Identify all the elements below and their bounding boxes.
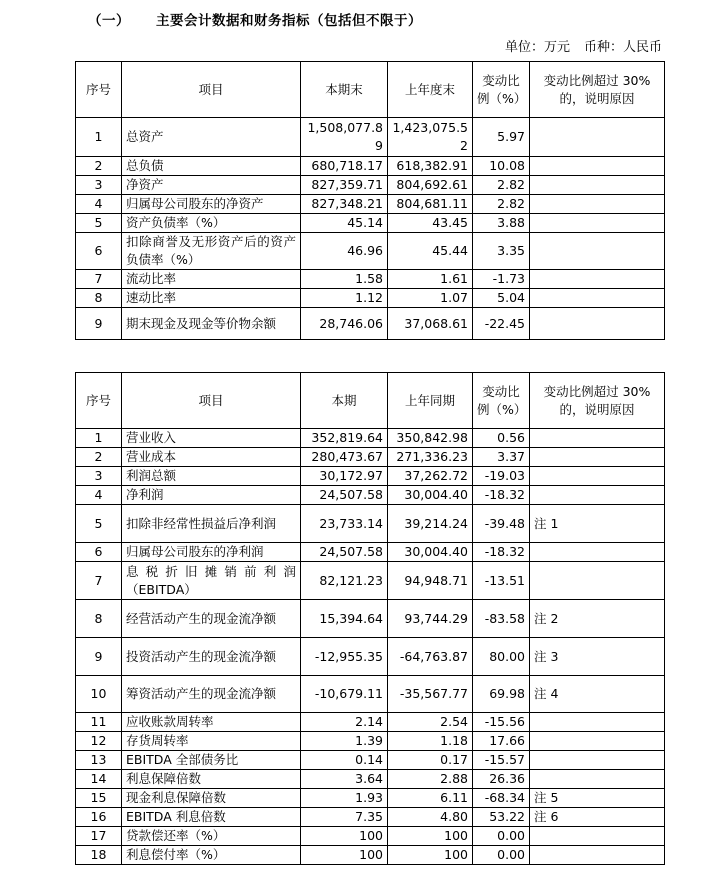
cell-change: -15.56: [473, 713, 530, 732]
cell-reason: 注 5: [530, 789, 665, 808]
cell-reason: [530, 846, 665, 865]
cell-previous: 804,681.11: [388, 195, 473, 214]
cell-change: -39.48: [473, 505, 530, 543]
cell-change: -1.73: [473, 270, 530, 289]
header-previous: 上年同期: [388, 373, 473, 429]
table-row: [76, 600, 665, 638]
cell-seq: 1: [76, 429, 122, 448]
cell-item: EBITDA 全部债务比: [122, 751, 301, 770]
cell-change: -22.45: [473, 308, 530, 340]
currency-label: 币种：人民币: [583, 40, 662, 55]
table-row: [76, 638, 665, 676]
cell-current: 1.58: [301, 270, 388, 289]
cell-seq: 5: [76, 214, 122, 233]
cell-seq: 1: [76, 118, 122, 157]
cell-current: 82,121.23: [301, 562, 388, 600]
cell-previous: 804,692.61: [388, 176, 473, 195]
cell-reason: [530, 308, 665, 340]
cell-change: 80.00: [473, 638, 530, 676]
cell-previous: 1.61: [388, 270, 473, 289]
cell-change: -18.32: [473, 486, 530, 505]
cell-change: -18.32: [473, 543, 530, 562]
cell-previous: 350,842.98: [388, 429, 473, 448]
table-row: [76, 751, 665, 770]
cell-item: 营业收入: [122, 429, 301, 448]
cell-seq: 16: [76, 808, 122, 827]
cell-reason: [530, 486, 665, 505]
cell-previous: 30,004.40: [388, 543, 473, 562]
table-row: [76, 448, 665, 467]
cell-current: -12,955.35: [301, 638, 388, 676]
cell-change: 17.66: [473, 732, 530, 751]
cell-change: 26.36: [473, 770, 530, 789]
cell-reason: [530, 289, 665, 308]
table-row: [76, 562, 665, 600]
header-item: 项目: [122, 373, 301, 429]
cell-reason: 注 6: [530, 808, 665, 827]
cell-previous: -35,567.77: [388, 676, 473, 713]
table-row: [76, 713, 665, 732]
cell-previous: 1.07: [388, 289, 473, 308]
header-current: 本期末: [301, 62, 388, 118]
cell-change: 0.56: [473, 429, 530, 448]
cell-seq: 4: [76, 486, 122, 505]
cell-change: 69.98: [473, 676, 530, 713]
income-indicators-table: [75, 372, 665, 865]
cell-item: 现金利息保障倍数: [122, 789, 301, 808]
cell-previous: -64,763.87: [388, 638, 473, 676]
table-row: [76, 676, 665, 713]
cell-item: EBITDA 利息倍数: [122, 808, 301, 827]
cell-item: 资产负债率（%）: [122, 214, 301, 233]
cell-current: 7.35: [301, 808, 388, 827]
cell-change: 0.00: [473, 827, 530, 846]
cell-current: 46.96: [301, 233, 388, 270]
cell-current: 23,733.14: [301, 505, 388, 543]
cell-change: 3.35: [473, 233, 530, 270]
cell-seq: 9: [76, 308, 122, 340]
cell-reason: [530, 751, 665, 770]
cell-current: 0.14: [301, 751, 388, 770]
cell-seq: 5: [76, 505, 122, 543]
cell-change: 0.00: [473, 846, 530, 865]
cell-seq: 2: [76, 448, 122, 467]
cell-reason: [530, 827, 665, 846]
cell-change: 10.08: [473, 157, 530, 176]
cell-change: -68.34: [473, 789, 530, 808]
header-reason: 变动比例超过 30%的，说明原因: [530, 62, 665, 118]
cell-item: 总负债: [122, 157, 301, 176]
header-reason: 变动比例超过 30%的，说明原因: [530, 373, 665, 429]
cell-change: 53.22: [473, 808, 530, 827]
cell-previous: 0.17: [388, 751, 473, 770]
cell-previous: 45.44: [388, 233, 473, 270]
cell-previous: 2.88: [388, 770, 473, 789]
cell-current: 24,507.58: [301, 486, 388, 505]
cell-item: 利息保障倍数: [122, 770, 301, 789]
cell-reason: [530, 429, 665, 448]
cell-seq: 7: [76, 270, 122, 289]
cell-item: 存货周转率: [122, 732, 301, 751]
cell-change: -13.51: [473, 562, 530, 600]
table-row: [76, 195, 665, 214]
cell-previous: 4.80: [388, 808, 473, 827]
cell-reason: 注 2: [530, 600, 665, 638]
header-previous: 上年度末: [388, 62, 473, 118]
cell-seq: 15: [76, 789, 122, 808]
cell-current: 30,172.97: [301, 467, 388, 486]
cell-previous: 100: [388, 827, 473, 846]
cell-seq: 7: [76, 562, 122, 600]
table-row: [76, 827, 665, 846]
cell-item: 归属母公司股东的净利润: [122, 543, 301, 562]
cell-reason: [530, 732, 665, 751]
cell-current: 100: [301, 846, 388, 865]
header-change: 变动比例（%）: [473, 62, 530, 118]
cell-reason: [530, 157, 665, 176]
cell-current: 24,507.58: [301, 543, 388, 562]
cell-seq: 6: [76, 543, 122, 562]
header-seq: 序号: [76, 373, 122, 429]
cell-seq: 6: [76, 233, 122, 270]
cell-reason: [530, 448, 665, 467]
cell-seq: 3: [76, 467, 122, 486]
table-row: [76, 467, 665, 486]
table-row: [76, 214, 665, 233]
table-row: [76, 846, 665, 865]
cell-reason: [530, 270, 665, 289]
cell-previous: 100: [388, 846, 473, 865]
cell-current: 3.64: [301, 770, 388, 789]
cell-previous: 39,214.24: [388, 505, 473, 543]
cell-item: 营业成本: [122, 448, 301, 467]
table-row: [76, 270, 665, 289]
cell-current: 1.39: [301, 732, 388, 751]
cell-reason: [530, 562, 665, 600]
cell-item: 应收账款周转率: [122, 713, 301, 732]
cell-reason: [530, 176, 665, 195]
cell-previous: 618,382.91: [388, 157, 473, 176]
table-row: [76, 808, 665, 827]
cell-previous: 1.18: [388, 732, 473, 751]
cell-current: 280,473.67: [301, 448, 388, 467]
cell-previous: 37,068.61: [388, 308, 473, 340]
section-number: （一）: [88, 13, 130, 29]
section-title: [88, 9, 422, 29]
cell-previous: 94,948.71: [388, 562, 473, 600]
table-header-row: [76, 373, 665, 429]
cell-current: 827,359.71: [301, 176, 388, 195]
cell-previous: 43.45: [388, 214, 473, 233]
cell-change: -83.58: [473, 600, 530, 638]
balance-indicators-table: [75, 61, 665, 340]
cell-seq: 14: [76, 770, 122, 789]
table-row: [76, 770, 665, 789]
cell-reason: [530, 770, 665, 789]
cell-current: 680,718.17: [301, 157, 388, 176]
table-row: [76, 118, 665, 157]
cell-change: 5.97: [473, 118, 530, 157]
table-row: [76, 157, 665, 176]
cell-change: 5.04: [473, 289, 530, 308]
cell-reason: 注 1: [530, 505, 665, 543]
cell-change: 3.37: [473, 448, 530, 467]
section-heading: 主要会计数据和财务指标（包括但不限于）: [156, 13, 422, 29]
table-row: [76, 176, 665, 195]
cell-item: 投资活动产生的现金流净额: [122, 638, 301, 676]
cell-current: 1,508,077.89: [301, 118, 388, 157]
cell-previous: 30,004.40: [388, 486, 473, 505]
cell-seq: 3: [76, 176, 122, 195]
cell-item: 净利润: [122, 486, 301, 505]
cell-change: 3.88: [473, 214, 530, 233]
cell-seq: 13: [76, 751, 122, 770]
cell-seq: 11: [76, 713, 122, 732]
cell-item: 总资产: [122, 118, 301, 157]
cell-item: 归属母公司股东的净资产: [122, 195, 301, 214]
cell-seq: 18: [76, 846, 122, 865]
cell-item: 贷款偿还率（%）: [122, 827, 301, 846]
cell-change: 2.82: [473, 195, 530, 214]
cell-seq: 8: [76, 289, 122, 308]
table-row: [76, 543, 665, 562]
table-row: [76, 789, 665, 808]
cell-change: 2.82: [473, 176, 530, 195]
cell-item: 息税折旧摊销前利润（EBITDA）: [122, 562, 301, 600]
table-header-row: [76, 62, 665, 118]
cell-reason: [530, 543, 665, 562]
cell-current: 100: [301, 827, 388, 846]
cell-reason: [530, 233, 665, 270]
cell-change: -19.03: [473, 467, 530, 486]
cell-item: 筹资活动产生的现金流净额: [122, 676, 301, 713]
header-item: 项目: [122, 62, 301, 118]
cell-item: 期末现金及现金等价物余额: [122, 308, 301, 340]
table-row: [76, 505, 665, 543]
header-current: 本期: [301, 373, 388, 429]
cell-current: -10,679.11: [301, 676, 388, 713]
cell-reason: [530, 713, 665, 732]
cell-item: 速动比率: [122, 289, 301, 308]
cell-seq: 9: [76, 638, 122, 676]
header-seq: 序号: [76, 62, 122, 118]
cell-item: 利润总额: [122, 467, 301, 486]
cell-reason: 注 3: [530, 638, 665, 676]
table-row: [76, 732, 665, 751]
cell-current: 1.93: [301, 789, 388, 808]
cell-item: 扣除商誉及无形资产后的资产负债率（%）: [122, 233, 301, 270]
table-row: [76, 233, 665, 270]
cell-change: -15.57: [473, 751, 530, 770]
cell-current: 827,348.21: [301, 195, 388, 214]
cell-previous: 37,262.72: [388, 467, 473, 486]
table-row: [76, 308, 665, 340]
cell-item: 扣除非经常性损益后净利润: [122, 505, 301, 543]
cell-seq: 4: [76, 195, 122, 214]
unit-line: [505, 36, 662, 55]
cell-current: 352,819.64: [301, 429, 388, 448]
table-row: [76, 429, 665, 448]
cell-item: 净资产: [122, 176, 301, 195]
cell-reason: [530, 467, 665, 486]
cell-current: 45.14: [301, 214, 388, 233]
cell-item: 利息偿付率（%）: [122, 846, 301, 865]
cell-item: 流动比率: [122, 270, 301, 289]
cell-seq: 17: [76, 827, 122, 846]
cell-reason: [530, 214, 665, 233]
cell-previous: 6.11: [388, 789, 473, 808]
header-change: 变动比例（%）: [473, 373, 530, 429]
cell-previous: 93,744.29: [388, 600, 473, 638]
cell-item: 经营活动产生的现金流净额: [122, 600, 301, 638]
cell-previous: 2.54: [388, 713, 473, 732]
cell-current: 15,394.64: [301, 600, 388, 638]
cell-previous: 1,423,075.52: [388, 118, 473, 157]
table-row: [76, 289, 665, 308]
cell-previous: 271,336.23: [388, 448, 473, 467]
cell-seq: 8: [76, 600, 122, 638]
cell-current: 1.12: [301, 289, 388, 308]
cell-current: 2.14: [301, 713, 388, 732]
cell-reason: [530, 118, 665, 157]
cell-reason: 注 4: [530, 676, 665, 713]
cell-seq: 12: [76, 732, 122, 751]
table-row: [76, 486, 665, 505]
cell-seq: 2: [76, 157, 122, 176]
unit-label: 单位：万元: [504, 40, 570, 55]
cell-reason: [530, 195, 665, 214]
cell-seq: 10: [76, 676, 122, 713]
cell-current: 28,746.06: [301, 308, 388, 340]
